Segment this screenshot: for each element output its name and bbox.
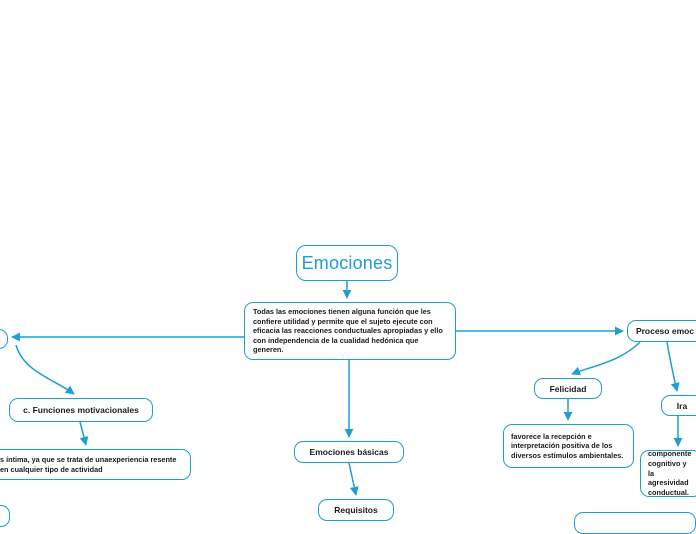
node-requisitos[interactable]	[318, 499, 394, 521]
node-felicidad-descripcion-label: favorece la recepción e interpretación positiva de los diversos estímulos ambientales.	[511, 431, 624, 460]
node-requisitos-label: Requisitos	[334, 505, 378, 515]
node-emociones-basicas[interactable]	[294, 441, 404, 463]
node-funcion-emociones[interactable]	[244, 302, 456, 360]
node-ira-label: Ira	[676, 400, 688, 411]
node-emociones-basicas-label: Emociones básicas	[309, 447, 389, 457]
node-experiencia-intima[interactable]	[0, 449, 191, 480]
node-funciones-motivacionales[interactable]	[9, 398, 153, 422]
node-proceso-emocional-label: Proceso emoc	[635, 326, 695, 336]
node-ira-descripcion-label: componente cognitivo y la agresividad conductual.	[648, 449, 692, 497]
node-felicidad-label: Felicidad	[549, 383, 587, 394]
node-funciones-motivacionales-label: c. Funciones motivacionales	[23, 405, 139, 415]
node-offscreen-left-stub[interactable]	[0, 329, 8, 349]
node-felicidad[interactable]	[534, 378, 602, 399]
node-root[interactable]	[296, 245, 398, 281]
connector-funciones-motivacionales-intima	[80, 422, 86, 445]
connector-proceso-ira	[667, 342, 677, 391]
connector-proceso-felicidad	[572, 342, 640, 374]
node-proceso-emocional[interactable]	[627, 320, 696, 342]
connector-left-funciones-motivacionales	[16, 345, 74, 394]
node-root-label: Emociones	[301, 252, 393, 273]
node-felicidad-descripcion[interactable]	[503, 424, 634, 468]
node-offscreen-bottom-right-stub[interactable]	[574, 512, 696, 534]
node-offscreen-bottom-left-stub[interactable]	[0, 505, 10, 527]
connector-emociones-basicas-requisitos	[349, 463, 356, 495]
node-ira[interactable]	[661, 395, 696, 416]
node-funcion-emociones-label: Todas las emociones tienen alguna función que les confiere utilidad y permite que el sujeto ejecute con eficacia las reacciones conductuales apropiadas y ello con independencia de la cualidad hedónica que generen.	[253, 306, 443, 355]
node-ira-descripcion[interactable]	[640, 450, 696, 497]
node-experiencia-intima-label: s íntima, ya que se trata de unaexperiencia resente en cualquier tipo de actividad	[0, 454, 177, 474]
